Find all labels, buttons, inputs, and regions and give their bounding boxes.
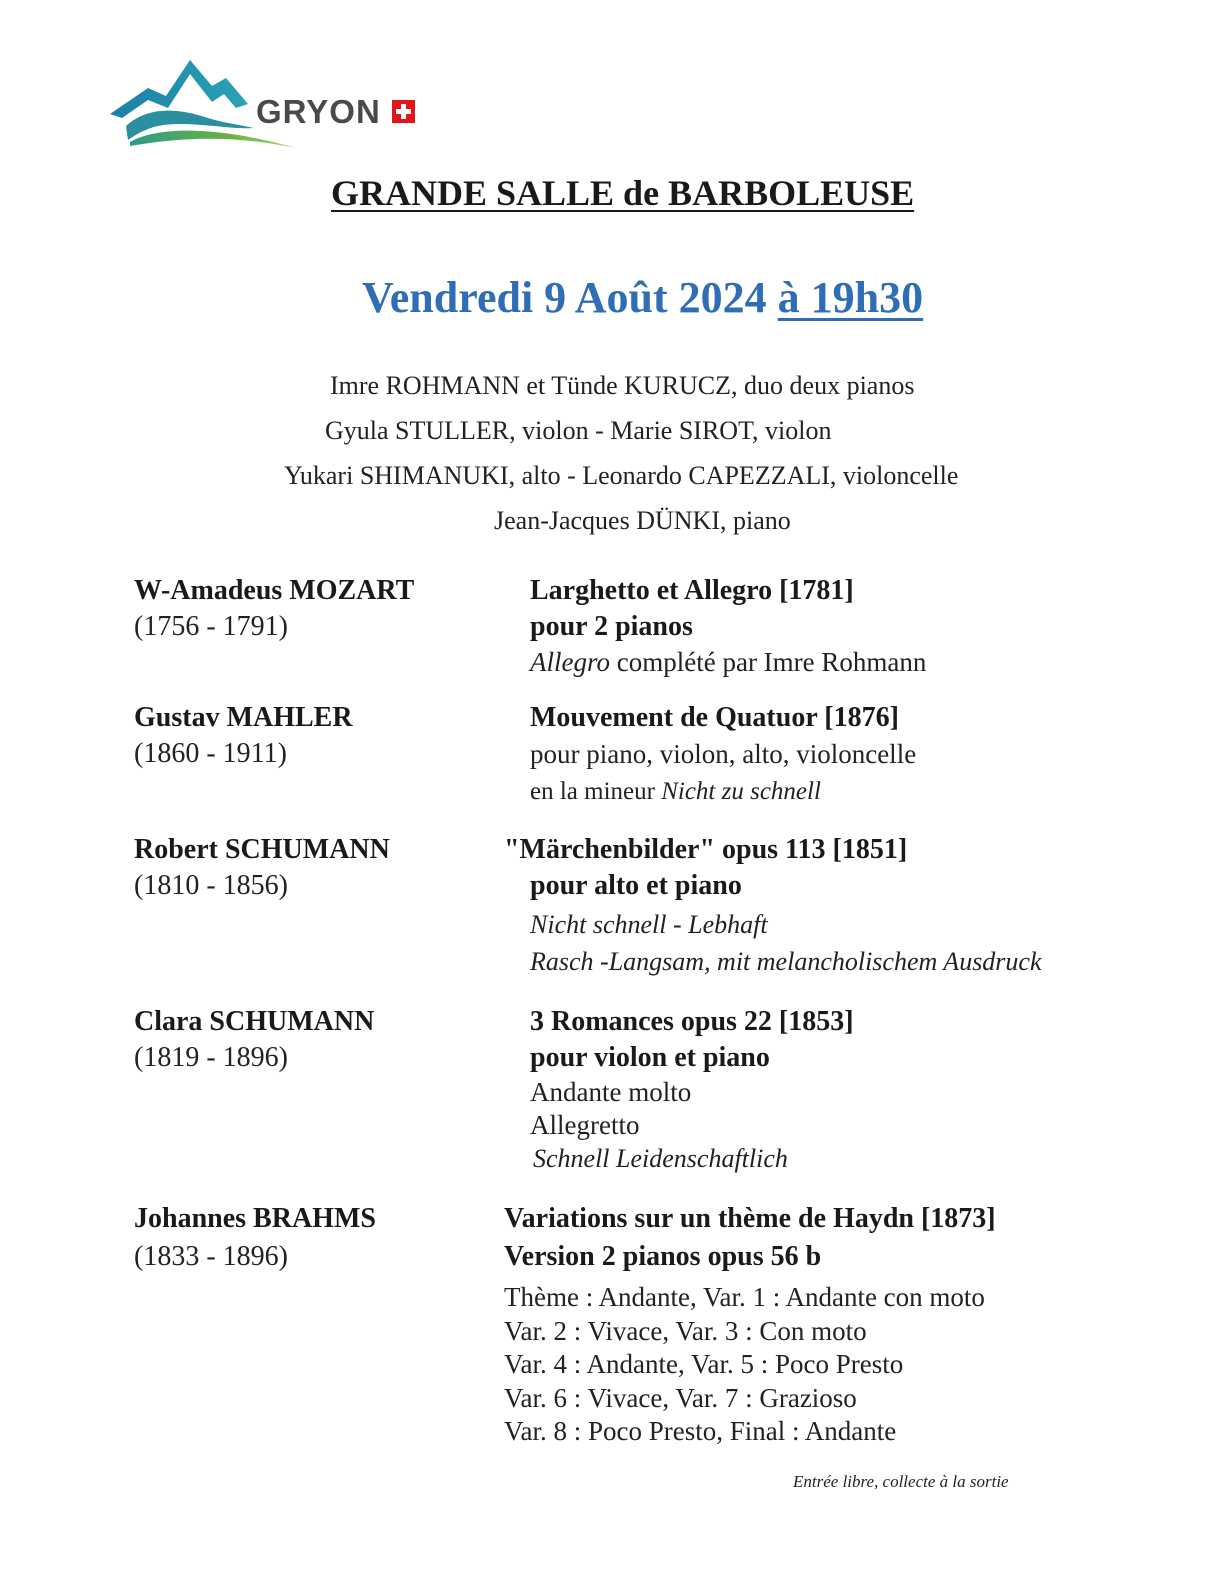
- performer-line: Jean-Jacques DÜNKI, piano: [494, 506, 791, 535]
- composer-years: (1819 - 1896): [134, 1042, 288, 1073]
- work-subtitle: pour alto et piano: [530, 870, 742, 901]
- movement-italic: Nicht zu schnell: [661, 778, 821, 805]
- work-title: 3 Romances opus 22 [1853]: [530, 1006, 854, 1037]
- composer-name: Johannes BRAHMS: [134, 1203, 376, 1234]
- movement-italic: Rasch -Langsam, mit melancholischem Ausdruck: [530, 947, 1042, 976]
- event-date: [362, 272, 923, 323]
- variation-line: Thème : Andante, Var. 1 : Andante con moto: [504, 1282, 985, 1312]
- work-title: Mouvement de Quatuor [1876]: [530, 702, 899, 733]
- work-title: "Märchenbilder" opus 113 [1851]: [504, 834, 908, 865]
- performer-line: Imre ROHMANN et Tünde KURUCZ, duo deux pianos: [330, 371, 915, 400]
- composer-name: Gustav MAHLER: [134, 702, 353, 733]
- movement-line: Allegretto: [530, 1110, 640, 1140]
- movement-italic: Schnell Leidenschaftlich: [533, 1144, 788, 1173]
- variation-line: Var. 4 : Andante, Var. 5 : Poco Presto: [504, 1349, 904, 1379]
- performer-line: Yukari SHIMANUKI, alto - Leonardo CAPEZZALI, violoncelle: [284, 461, 959, 490]
- swiss-flag-icon: [392, 100, 415, 123]
- performer-line: Gyula STULLER, violon - Marie SIROT, violon: [325, 416, 832, 445]
- variation-line: Var. 2 : Vivace, Var. 3 : Con moto: [504, 1316, 867, 1346]
- work-subtitle: pour 2 pianos: [530, 611, 693, 642]
- work-title: Variations sur un thème de Haydn [1873]: [504, 1203, 996, 1234]
- event-time: à 19h30: [777, 273, 924, 322]
- gryon-logo: [108, 56, 428, 156]
- composer-name: Robert SCHUMANN: [134, 834, 390, 865]
- composer-years: (1810 - 1856): [134, 870, 288, 901]
- logo-text: GRYON: [256, 93, 381, 130]
- composer-name: W-Amadeus MOZART: [134, 575, 415, 606]
- variation-line: Var. 6 : Vivace, Var. 7 : Grazioso: [504, 1383, 857, 1413]
- work-title: Larghetto et Allegro [1781]: [530, 575, 854, 606]
- composer-years: (1833 - 1896): [134, 1241, 288, 1272]
- work-subtitle: pour violon et piano: [530, 1042, 770, 1073]
- movement-line: Andante molto: [530, 1077, 692, 1107]
- variation-line: Var. 8 : Poco Presto, Final : Andante: [504, 1416, 897, 1446]
- detail-text: complété par Imre Rohmann: [610, 647, 927, 677]
- work-detail: pour piano, violon, alto, violoncelle: [530, 739, 917, 769]
- movement-italic: Nicht schnell - Lebhaft: [530, 910, 768, 939]
- detail-text: en la mineur: [530, 778, 662, 805]
- movement-italic: Allegro: [530, 647, 610, 677]
- composer-name: Clara SCHUMANN: [134, 1006, 375, 1037]
- footer-note: Entrée libre, collecte à la sortie: [793, 1472, 1009, 1491]
- work-detail: [530, 647, 926, 678]
- event-day: Vendredi 9 Août 2024: [362, 273, 778, 322]
- composer-years: (1756 - 1791): [134, 611, 288, 642]
- venue-title: GRANDE SALLE de BARBOLEUSE: [331, 173, 915, 213]
- work-detail: [530, 778, 821, 806]
- work-subtitle: Version 2 pianos opus 56 b: [504, 1241, 822, 1272]
- composer-years: (1860 - 1911): [134, 738, 287, 769]
